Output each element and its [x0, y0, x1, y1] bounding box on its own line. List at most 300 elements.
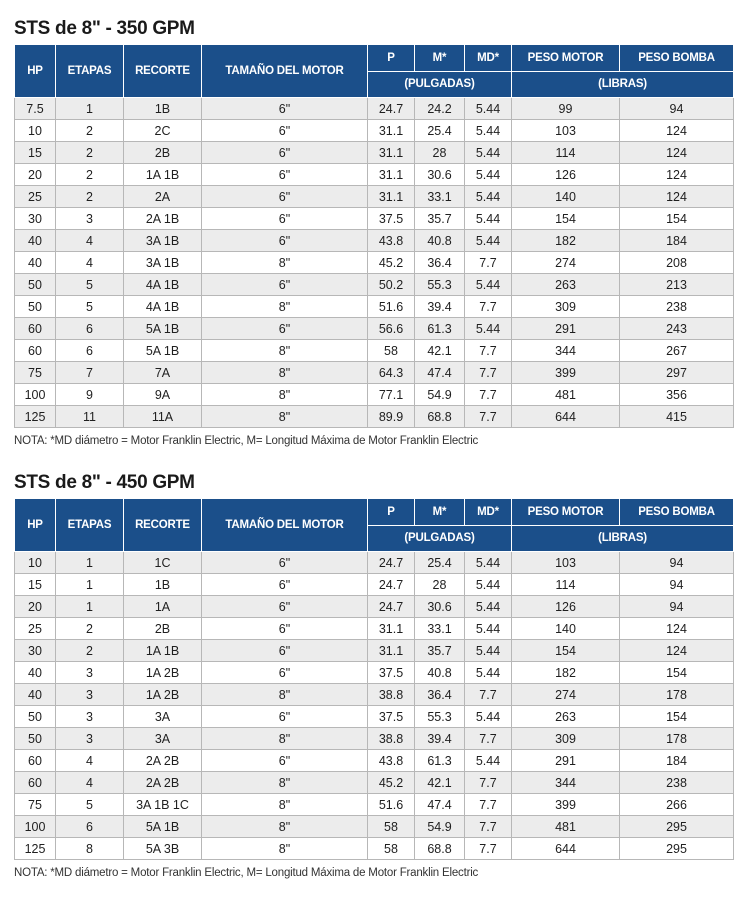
cell-p: 58	[368, 340, 415, 362]
cell-p: 24.7	[368, 98, 415, 120]
cell-m: 68.8	[415, 838, 465, 860]
cell-hp: 75	[15, 794, 56, 816]
cell-etapas: 6	[56, 340, 124, 362]
cell-m: 55.3	[415, 274, 465, 296]
table-row	[15, 750, 734, 772]
header-m: M*	[415, 45, 465, 72]
cell-recorte: 2B	[124, 618, 202, 640]
cell-p: 31.1	[368, 640, 415, 662]
cell-motor-size: 8"	[202, 252, 368, 274]
cell-m: 40.8	[415, 662, 465, 684]
cell-peso-bomba: 295	[620, 816, 734, 838]
cell-peso-bomba: 154	[620, 208, 734, 230]
cell-peso-bomba: 208	[620, 252, 734, 274]
cell-motor-size: 6"	[202, 706, 368, 728]
cell-p: 51.6	[368, 296, 415, 318]
cell-peso-motor: 309	[512, 296, 620, 318]
cell-hp: 125	[15, 406, 56, 428]
cell-m: 39.4	[415, 296, 465, 318]
cell-m: 28	[415, 142, 465, 164]
cell-motor-size: 6"	[202, 318, 368, 340]
cell-recorte: 4A 1B	[124, 296, 202, 318]
cell-etapas: 3	[56, 684, 124, 706]
header-hp: HP	[15, 45, 56, 98]
cell-p: 37.5	[368, 706, 415, 728]
cell-m: 28	[415, 574, 465, 596]
cell-hp: 60	[15, 318, 56, 340]
cell-m: 36.4	[415, 252, 465, 274]
cell-md: 5.44	[465, 208, 512, 230]
cell-hp: 40	[15, 684, 56, 706]
cell-md: 7.7	[465, 838, 512, 860]
cell-p: 31.1	[368, 618, 415, 640]
header-pulgadas: (PULGADAS)	[368, 525, 512, 552]
cell-peso-motor: 309	[512, 728, 620, 750]
cell-md: 5.44	[465, 618, 512, 640]
cell-m: 61.3	[415, 750, 465, 772]
cell-recorte: 9A	[124, 384, 202, 406]
cell-peso-motor: 182	[512, 662, 620, 684]
cell-recorte: 11A	[124, 406, 202, 428]
cell-motor-size: 6"	[202, 164, 368, 186]
cell-motor-size: 6"	[202, 142, 368, 164]
cell-peso-bomba: 154	[620, 706, 734, 728]
cell-peso-motor: 103	[512, 120, 620, 142]
cell-motor-size: 8"	[202, 794, 368, 816]
cell-recorte: 1B	[124, 574, 202, 596]
cell-peso-motor: 344	[512, 340, 620, 362]
cell-recorte: 3A	[124, 706, 202, 728]
table-row	[15, 186, 734, 208]
cell-peso-bomba: 184	[620, 750, 734, 772]
header-m: M*	[415, 499, 465, 526]
cell-peso-motor: 644	[512, 406, 620, 428]
cell-etapas: 1	[56, 596, 124, 618]
table-row	[15, 662, 734, 684]
cell-motor-size: 8"	[202, 816, 368, 838]
cell-peso-bomba: 238	[620, 296, 734, 318]
cell-motor-size: 8"	[202, 296, 368, 318]
cell-m: 47.4	[415, 794, 465, 816]
cell-m: 30.6	[415, 596, 465, 618]
cell-p: 58	[368, 838, 415, 860]
cell-etapas: 5	[56, 296, 124, 318]
table-row	[15, 164, 734, 186]
cell-md: 5.44	[465, 640, 512, 662]
cell-peso-motor: 274	[512, 684, 620, 706]
cell-md: 7.7	[465, 406, 512, 428]
cell-md: 5.44	[465, 318, 512, 340]
cell-hp: 10	[15, 120, 56, 142]
cell-p: 43.8	[368, 230, 415, 252]
cell-p: 24.7	[368, 596, 415, 618]
cell-etapas: 1	[56, 574, 124, 596]
cell-etapas: 8	[56, 838, 124, 860]
cell-p: 50.2	[368, 274, 415, 296]
cell-etapas: 2	[56, 186, 124, 208]
cell-hp: 40	[15, 662, 56, 684]
cell-recorte: 5A 1B	[124, 340, 202, 362]
table-row	[15, 816, 734, 838]
cell-recorte: 3A 1B	[124, 230, 202, 252]
cell-recorte: 1A	[124, 596, 202, 618]
header-p: P	[368, 45, 415, 72]
cell-m: 35.7	[415, 208, 465, 230]
header-p: P	[368, 499, 415, 526]
cell-md: 5.44	[465, 120, 512, 142]
cell-md: 5.44	[465, 750, 512, 772]
cell-md: 5.44	[465, 230, 512, 252]
spec-table	[14, 44, 734, 428]
cell-etapas: 5	[56, 794, 124, 816]
cell-p: 45.2	[368, 772, 415, 794]
cell-m: 30.6	[415, 164, 465, 186]
cell-peso-bomba: 94	[620, 596, 734, 618]
cell-md: 7.7	[465, 816, 512, 838]
cell-md: 7.7	[465, 684, 512, 706]
table-row	[15, 406, 734, 428]
cell-m: 36.4	[415, 684, 465, 706]
cell-recorte: 1A 1B	[124, 164, 202, 186]
cell-md: 5.44	[465, 596, 512, 618]
cell-peso-bomba: 124	[620, 186, 734, 208]
cell-peso-motor: 126	[512, 596, 620, 618]
cell-m: 54.9	[415, 384, 465, 406]
table-section-350gpm	[14, 14, 733, 454]
cell-peso-motor: 344	[512, 772, 620, 794]
cell-etapas: 2	[56, 640, 124, 662]
cell-peso-motor: 182	[512, 230, 620, 252]
cell-peso-motor: 274	[512, 252, 620, 274]
cell-m: 33.1	[415, 618, 465, 640]
cell-peso-bomba: 178	[620, 684, 734, 706]
cell-recorte: 5A 1B	[124, 318, 202, 340]
cell-motor-size: 8"	[202, 340, 368, 362]
cell-p: 38.8	[368, 684, 415, 706]
cell-md: 5.44	[465, 706, 512, 728]
cell-md: 7.7	[465, 340, 512, 362]
cell-m: 47.4	[415, 362, 465, 384]
cell-motor-size: 8"	[202, 772, 368, 794]
cell-recorte: 1B	[124, 98, 202, 120]
cell-recorte: 7A	[124, 362, 202, 384]
cell-peso-motor: 399	[512, 794, 620, 816]
cell-recorte: 1A 2B	[124, 684, 202, 706]
table-row	[15, 684, 734, 706]
cell-peso-motor: 481	[512, 384, 620, 406]
table-row	[15, 296, 734, 318]
header-libras: (LIBRAS)	[512, 525, 734, 552]
cell-m: 42.1	[415, 772, 465, 794]
cell-p: 43.8	[368, 750, 415, 772]
cell-peso-bomba: 124	[620, 164, 734, 186]
cell-p: 24.7	[368, 552, 415, 574]
cell-peso-bomba: 124	[620, 618, 734, 640]
cell-peso-motor: 644	[512, 838, 620, 860]
cell-peso-bomba: 124	[620, 142, 734, 164]
header-etapas: ETAPAS	[56, 499, 124, 552]
cell-etapas: 3	[56, 208, 124, 230]
cell-peso-bomba: 295	[620, 838, 734, 860]
cell-hp: 30	[15, 208, 56, 230]
cell-etapas: 4	[56, 252, 124, 274]
cell-p: 37.5	[368, 662, 415, 684]
cell-motor-size: 8"	[202, 384, 368, 406]
header-hp: HP	[15, 499, 56, 552]
cell-hp: 50	[15, 728, 56, 750]
cell-motor-size: 6"	[202, 574, 368, 596]
table-row	[15, 384, 734, 406]
cell-motor-size: 6"	[202, 120, 368, 142]
cell-peso-motor: 263	[512, 274, 620, 296]
cell-motor-size: 8"	[202, 728, 368, 750]
cell-peso-motor: 154	[512, 208, 620, 230]
cell-hp: 20	[15, 164, 56, 186]
cell-md: 7.7	[465, 296, 512, 318]
cell-recorte: 2A 2B	[124, 750, 202, 772]
table-row	[15, 552, 734, 574]
cell-md: 7.7	[465, 384, 512, 406]
cell-p: 38.8	[368, 728, 415, 750]
table-row	[15, 98, 734, 120]
table-row	[15, 142, 734, 164]
cell-peso-bomba: 266	[620, 794, 734, 816]
table-row	[15, 340, 734, 362]
cell-recorte: 2C	[124, 120, 202, 142]
cell-etapas: 1	[56, 98, 124, 120]
cell-m: 33.1	[415, 186, 465, 208]
cell-peso-motor: 103	[512, 552, 620, 574]
cell-recorte: 2B	[124, 142, 202, 164]
table-row	[15, 274, 734, 296]
cell-recorte: 2A 1B	[124, 208, 202, 230]
cell-peso-bomba: 213	[620, 274, 734, 296]
cell-peso-motor: 114	[512, 142, 620, 164]
cell-motor-size: 6"	[202, 230, 368, 252]
cell-md: 5.44	[465, 98, 512, 120]
cell-peso-bomba: 94	[620, 552, 734, 574]
section-title: STS de 8" - 350 GPM	[14, 18, 195, 39]
cell-motor-size: 8"	[202, 684, 368, 706]
cell-hp: 20	[15, 596, 56, 618]
cell-peso-bomba: 124	[620, 120, 734, 142]
header-peso-motor: PESO MOTOR	[512, 499, 620, 526]
cell-etapas: 7	[56, 362, 124, 384]
cell-peso-bomba: 238	[620, 772, 734, 794]
cell-hp: 15	[15, 574, 56, 596]
cell-motor-size: 6"	[202, 750, 368, 772]
table-row	[15, 794, 734, 816]
header-etapas: ETAPAS	[56, 45, 124, 98]
cell-peso-motor: 114	[512, 574, 620, 596]
cell-recorte: 5A 3B	[124, 838, 202, 860]
cell-peso-motor: 399	[512, 362, 620, 384]
cell-m: 25.4	[415, 552, 465, 574]
table-row	[15, 318, 734, 340]
table-body	[15, 98, 734, 428]
table-row	[15, 120, 734, 142]
cell-recorte: 3A 1B	[124, 252, 202, 274]
header-peso-motor: PESO MOTOR	[512, 45, 620, 72]
header-motor-size: TAMAÑO DEL MOTOR	[202, 45, 368, 98]
table-body	[15, 552, 734, 860]
header-libras: (LIBRAS)	[512, 71, 734, 98]
cell-peso-bomba: 415	[620, 406, 734, 428]
table-section-450gpm	[14, 468, 733, 886]
header-motor-size: TAMAÑO DEL MOTOR	[202, 499, 368, 552]
cell-md: 7.7	[465, 252, 512, 274]
cell-etapas: 3	[56, 728, 124, 750]
header-pulgadas: (PULGADAS)	[368, 71, 512, 98]
cell-etapas: 6	[56, 816, 124, 838]
cell-m: 54.9	[415, 816, 465, 838]
cell-peso-motor: 99	[512, 98, 620, 120]
cell-motor-size: 8"	[202, 362, 368, 384]
cell-etapas: 2	[56, 142, 124, 164]
cell-md: 5.44	[465, 574, 512, 596]
cell-p: 56.6	[368, 318, 415, 340]
cell-md: 5.44	[465, 164, 512, 186]
cell-peso-bomba: 297	[620, 362, 734, 384]
cell-peso-motor: 481	[512, 816, 620, 838]
cell-m: 42.1	[415, 340, 465, 362]
cell-peso-motor: 140	[512, 186, 620, 208]
cell-md: 7.7	[465, 362, 512, 384]
cell-peso-bomba: 124	[620, 640, 734, 662]
cell-recorte: 2A	[124, 186, 202, 208]
cell-motor-size: 6"	[202, 618, 368, 640]
cell-etapas: 4	[56, 230, 124, 252]
cell-m: 35.7	[415, 640, 465, 662]
footnote: NOTA: *MD diámetro = Motor Franklin Electric, M= Longitud Máxima de Motor Franklin Electric	[14, 435, 479, 447]
cell-recorte: 3A 1B 1C	[124, 794, 202, 816]
spec-table	[14, 498, 734, 860]
cell-recorte: 1A 1B	[124, 640, 202, 662]
cell-motor-size: 8"	[202, 838, 368, 860]
cell-hp: 40	[15, 230, 56, 252]
cell-recorte: 5A 1B	[124, 816, 202, 838]
table-row	[15, 596, 734, 618]
cell-peso-bomba: 356	[620, 384, 734, 406]
header-peso-bomba: PESO BOMBA	[620, 45, 734, 72]
cell-p: 31.1	[368, 186, 415, 208]
cell-hp: 25	[15, 186, 56, 208]
table-row	[15, 252, 734, 274]
cell-hp: 100	[15, 384, 56, 406]
cell-peso-motor: 126	[512, 164, 620, 186]
cell-etapas: 3	[56, 706, 124, 728]
table-row	[15, 618, 734, 640]
cell-hp: 100	[15, 816, 56, 838]
cell-p: 37.5	[368, 208, 415, 230]
cell-hp: 60	[15, 772, 56, 794]
cell-motor-size: 6"	[202, 186, 368, 208]
cell-etapas: 6	[56, 318, 124, 340]
cell-peso-bomba: 184	[620, 230, 734, 252]
cell-motor-size: 6"	[202, 640, 368, 662]
cell-motor-size: 6"	[202, 98, 368, 120]
cell-hp: 60	[15, 340, 56, 362]
cell-recorte: 1A 2B	[124, 662, 202, 684]
table-row	[15, 706, 734, 728]
cell-hp: 50	[15, 706, 56, 728]
cell-recorte: 1C	[124, 552, 202, 574]
cell-hp: 25	[15, 618, 56, 640]
cell-motor-size: 6"	[202, 274, 368, 296]
header-peso-bomba: PESO BOMBA	[620, 499, 734, 526]
cell-etapas: 3	[56, 662, 124, 684]
cell-md: 5.44	[465, 662, 512, 684]
table-row	[15, 362, 734, 384]
cell-hp: 60	[15, 750, 56, 772]
cell-motor-size: 6"	[202, 662, 368, 684]
cell-etapas: 2	[56, 120, 124, 142]
cell-m: 39.4	[415, 728, 465, 750]
cell-peso-motor: 154	[512, 640, 620, 662]
cell-etapas: 4	[56, 750, 124, 772]
cell-md: 5.44	[465, 186, 512, 208]
cell-p: 31.1	[368, 164, 415, 186]
cell-recorte: 2A 2B	[124, 772, 202, 794]
cell-peso-bomba: 178	[620, 728, 734, 750]
cell-md: 7.7	[465, 728, 512, 750]
cell-peso-bomba: 243	[620, 318, 734, 340]
cell-hp: 15	[15, 142, 56, 164]
cell-etapas: 5	[56, 274, 124, 296]
cell-motor-size: 6"	[202, 208, 368, 230]
cell-peso-motor: 140	[512, 618, 620, 640]
cell-md: 7.7	[465, 772, 512, 794]
header-recorte: RECORTE	[124, 45, 202, 98]
cell-peso-bomba: 154	[620, 662, 734, 684]
table-row	[15, 728, 734, 750]
cell-hp: 30	[15, 640, 56, 662]
cell-peso-motor: 291	[512, 750, 620, 772]
header-md: MD*	[465, 45, 512, 72]
header-recorte: RECORTE	[124, 499, 202, 552]
cell-m: 40.8	[415, 230, 465, 252]
cell-p: 64.3	[368, 362, 415, 384]
cell-p: 45.2	[368, 252, 415, 274]
cell-etapas: 9	[56, 384, 124, 406]
cell-motor-size: 6"	[202, 596, 368, 618]
cell-hp: 75	[15, 362, 56, 384]
cell-p: 51.6	[368, 794, 415, 816]
cell-m: 24.2	[415, 98, 465, 120]
table-row	[15, 208, 734, 230]
table-row	[15, 772, 734, 794]
cell-hp: 50	[15, 296, 56, 318]
cell-md: 5.44	[465, 142, 512, 164]
cell-motor-size: 6"	[202, 552, 368, 574]
table-row	[15, 230, 734, 252]
cell-p: 58	[368, 816, 415, 838]
cell-etapas: 2	[56, 618, 124, 640]
footnote: NOTA: *MD diámetro = Motor Franklin Electric, M= Longitud Máxima de Motor Franklin Electric	[14, 867, 479, 879]
cell-etapas: 2	[56, 164, 124, 186]
section-title: STS de 8" - 450 GPM	[14, 472, 195, 493]
cell-md: 7.7	[465, 794, 512, 816]
cell-p: 31.1	[368, 120, 415, 142]
cell-m: 55.3	[415, 706, 465, 728]
cell-p: 31.1	[368, 142, 415, 164]
header-md: MD*	[465, 499, 512, 526]
cell-motor-size: 8"	[202, 406, 368, 428]
cell-md: 5.44	[465, 552, 512, 574]
cell-hp: 50	[15, 274, 56, 296]
table-row	[15, 838, 734, 860]
cell-md: 5.44	[465, 274, 512, 296]
